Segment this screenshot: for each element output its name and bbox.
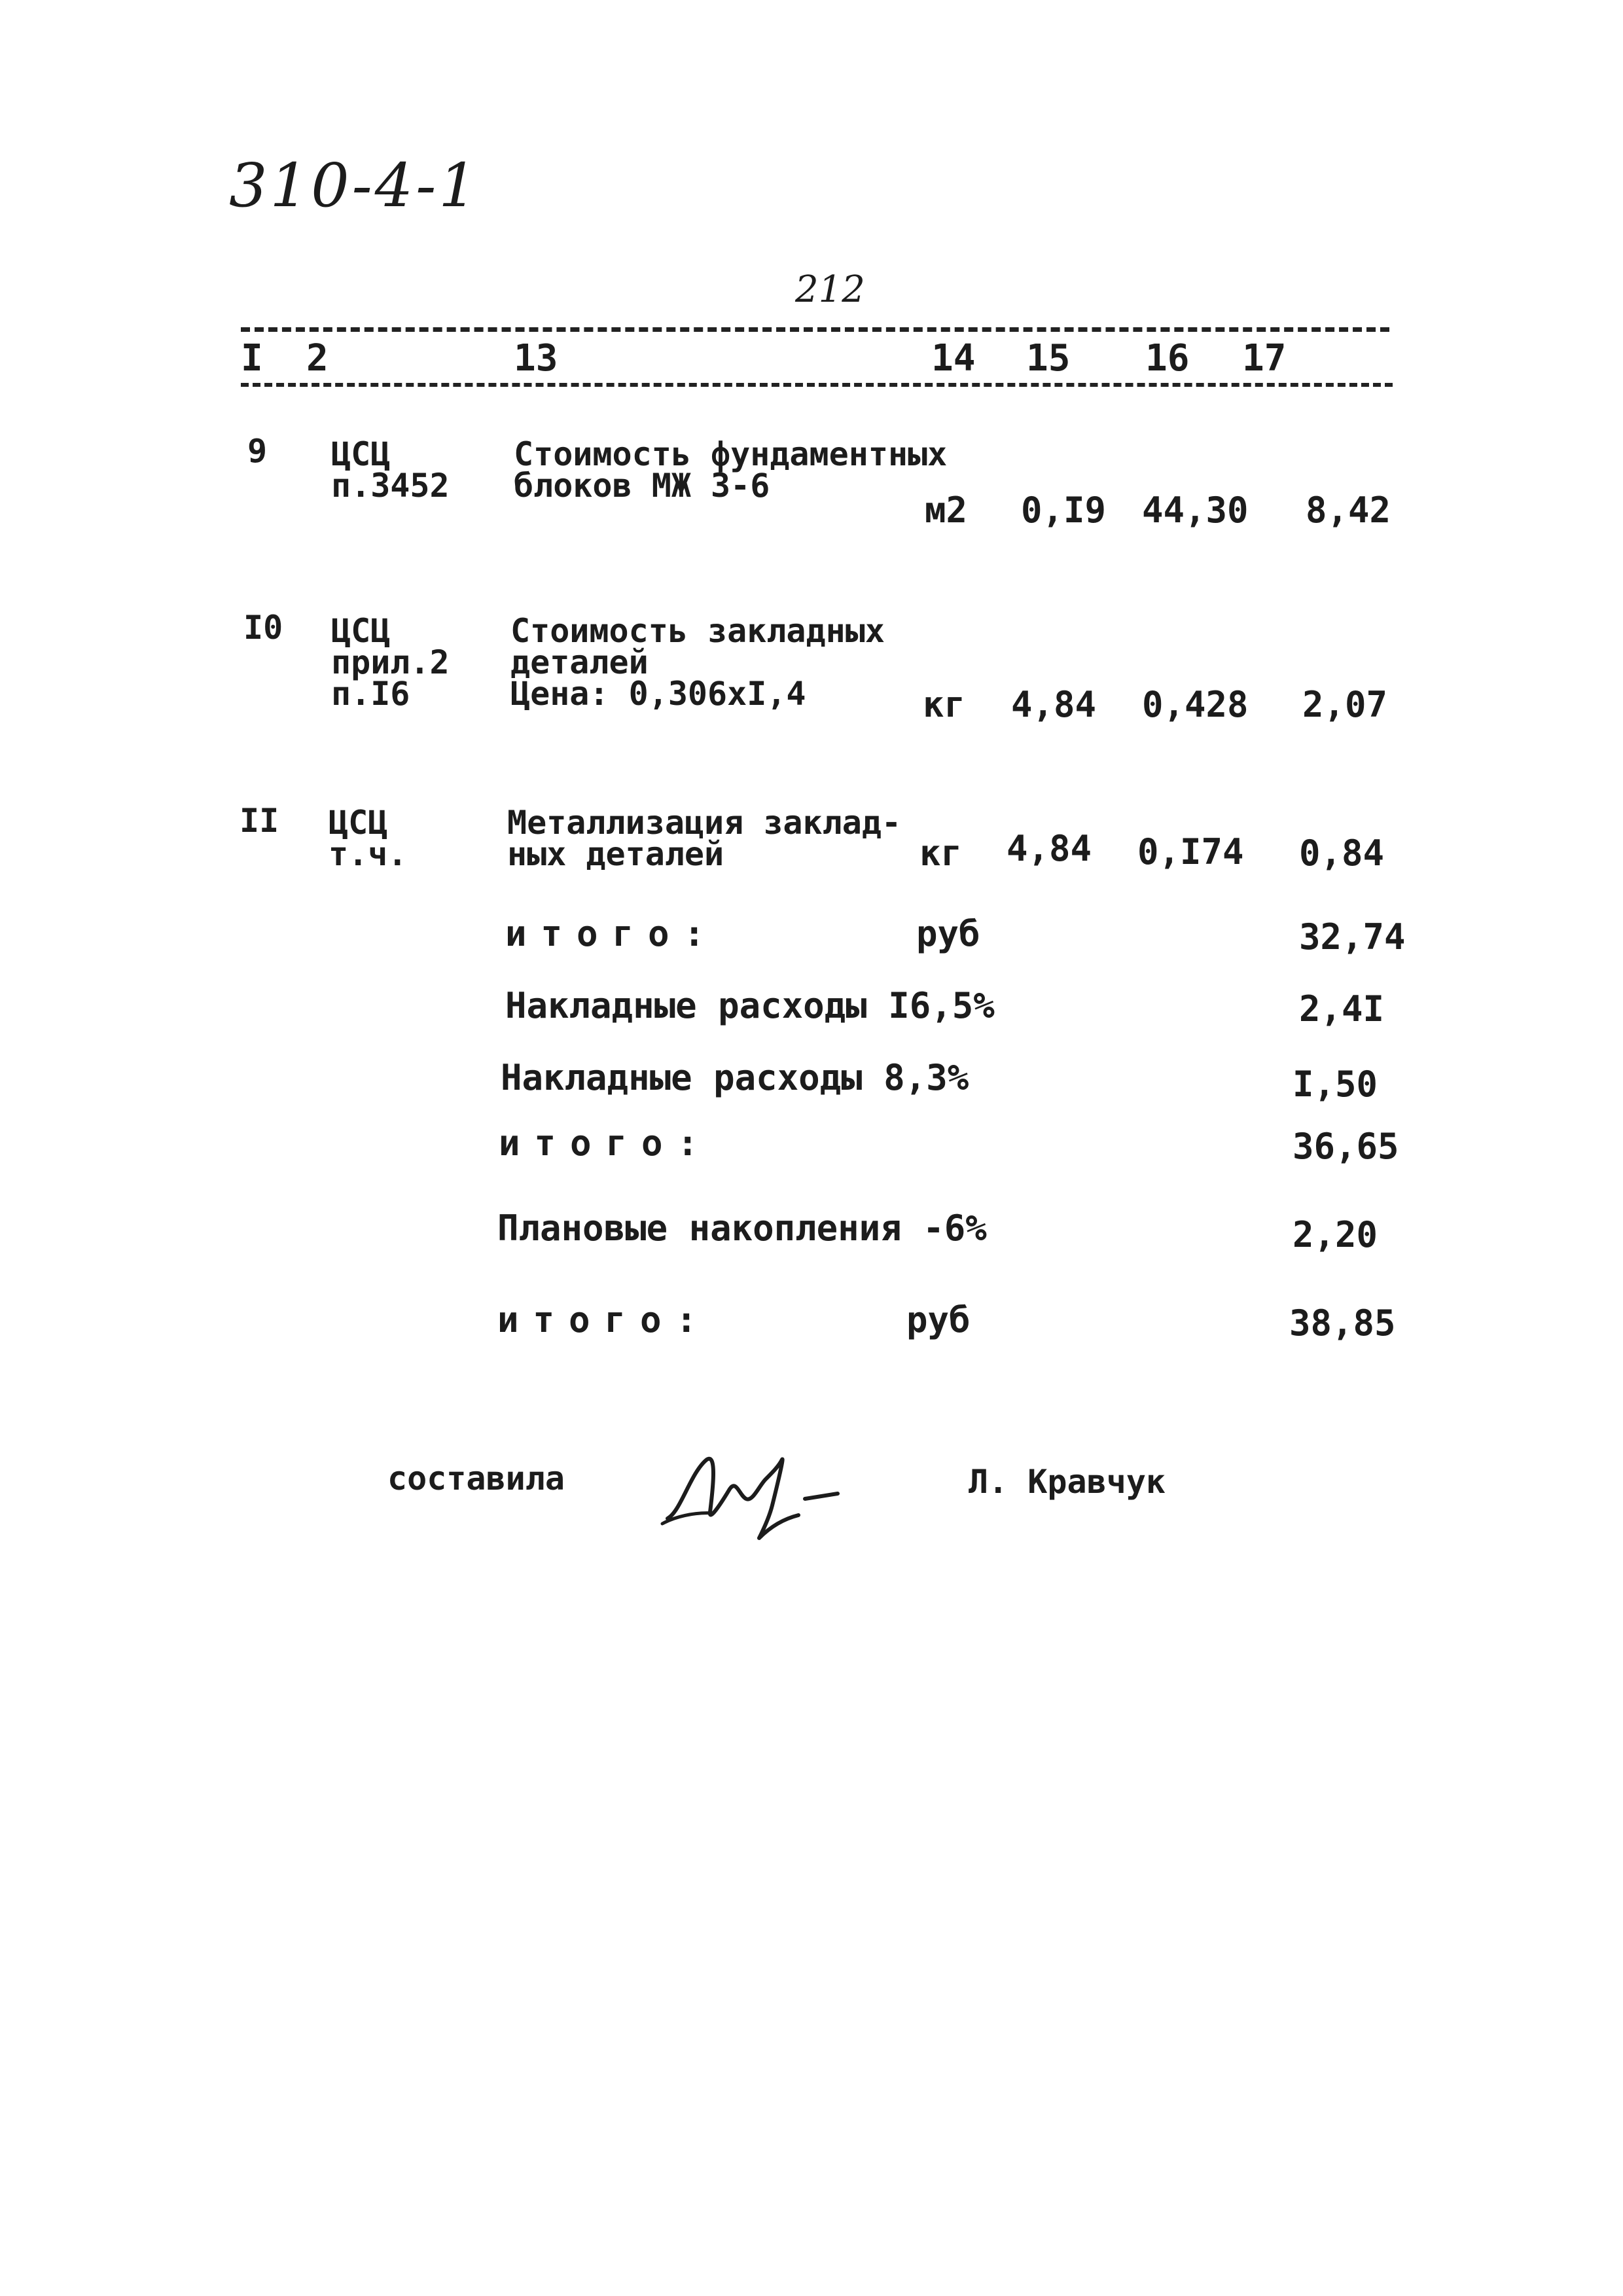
- row-10-ref-line-1: ЦСЦ: [331, 612, 391, 650]
- summary-value-6: 38,85: [1289, 1302, 1396, 1344]
- page-number: 212: [795, 268, 865, 311]
- row-11-price: 0,I74: [1137, 831, 1244, 872]
- row-9-ref-line-1: ЦСЦ: [331, 435, 391, 473]
- signatory-name: Л. Кравчук: [969, 1463, 1166, 1501]
- summary-label-1: итого:: [505, 913, 720, 954]
- summary-value-4: 36,65: [1293, 1126, 1399, 1167]
- row-10-qty: 4,84: [1011, 684, 1097, 725]
- summary-value-3: I,50: [1293, 1064, 1378, 1105]
- summary-label-3: Накладные расходы 8,3%: [501, 1057, 969, 1098]
- row-11-qty: 4,84: [1007, 828, 1092, 869]
- col-header-4: 14: [931, 337, 976, 380]
- summary-label-5: Плановые накопления -6%: [497, 1208, 987, 1249]
- header-dashed-underline: [241, 383, 1393, 387]
- col-header-1: I: [241, 337, 263, 380]
- row-9-desc-line-2: блоков МЖ 3-6: [514, 467, 770, 505]
- summary-label-6: итого:: [497, 1299, 712, 1340]
- summary-value-1: 32,74: [1299, 916, 1406, 958]
- row-10-total: 2,07: [1302, 684, 1388, 725]
- row-9-number: 9: [247, 432, 268, 470]
- row-9-price: 44,30: [1142, 490, 1249, 531]
- row-9-unit: м2: [925, 490, 968, 531]
- row-11-desc-line-2: ных деталей: [507, 835, 724, 873]
- handwritten-signature: [654, 1433, 851, 1545]
- row-9-qty: 0,I9: [1021, 490, 1107, 531]
- summary-value-5: 2,20: [1293, 1214, 1378, 1255]
- row-11-desc-line-1: Металлизация заклад-: [507, 804, 902, 842]
- row-9-desc-line-1: Стоимость фундаментных: [514, 435, 948, 473]
- row-11-ref-line-2: т.ч.: [329, 835, 408, 873]
- row-11-total: 0,84: [1299, 833, 1385, 874]
- row-10-unit: кг: [923, 684, 966, 725]
- row-10-ref-line-3: п.I6: [331, 675, 410, 713]
- row-10-desc-line-2: деталей: [510, 643, 649, 681]
- row-11-ref-line-1: ЦСЦ: [329, 804, 388, 842]
- row-10-desc-line-1: Стоимость закладных: [510, 612, 885, 650]
- row-9-ref-line-2: п.3452: [331, 467, 450, 505]
- top-dashed-rule: [241, 327, 1389, 332]
- col-header-7: 17: [1242, 337, 1287, 380]
- row-10-desc-line-3: Цена: 0,306хI,4: [510, 675, 806, 713]
- row-10-price: 0,428: [1142, 684, 1249, 725]
- summary-label-4: итого:: [499, 1122, 713, 1164]
- col-header-3: 13: [514, 337, 558, 380]
- summary-unit-6: руб: [906, 1299, 971, 1340]
- row-10-ref-line-2: прил.2: [331, 643, 450, 681]
- col-header-2: 2: [306, 337, 329, 380]
- col-header-6: 16: [1145, 337, 1190, 380]
- summary-value-2: 2,4I: [1299, 988, 1385, 1030]
- column-header-row: [241, 337, 1393, 389]
- summary-label-2: Накладные расходы I6,5%: [505, 985, 995, 1026]
- row-11-number: II: [240, 802, 279, 840]
- row-10-number: I0: [243, 609, 283, 647]
- col-header-5: 15: [1026, 337, 1071, 380]
- summary-unit-1: руб: [916, 913, 980, 954]
- document-code: 310-4-1: [229, 151, 480, 221]
- row-9-total: 8,42: [1306, 490, 1391, 531]
- row-11-unit: кг: [919, 833, 963, 874]
- signature-label: составила: [387, 1460, 565, 1498]
